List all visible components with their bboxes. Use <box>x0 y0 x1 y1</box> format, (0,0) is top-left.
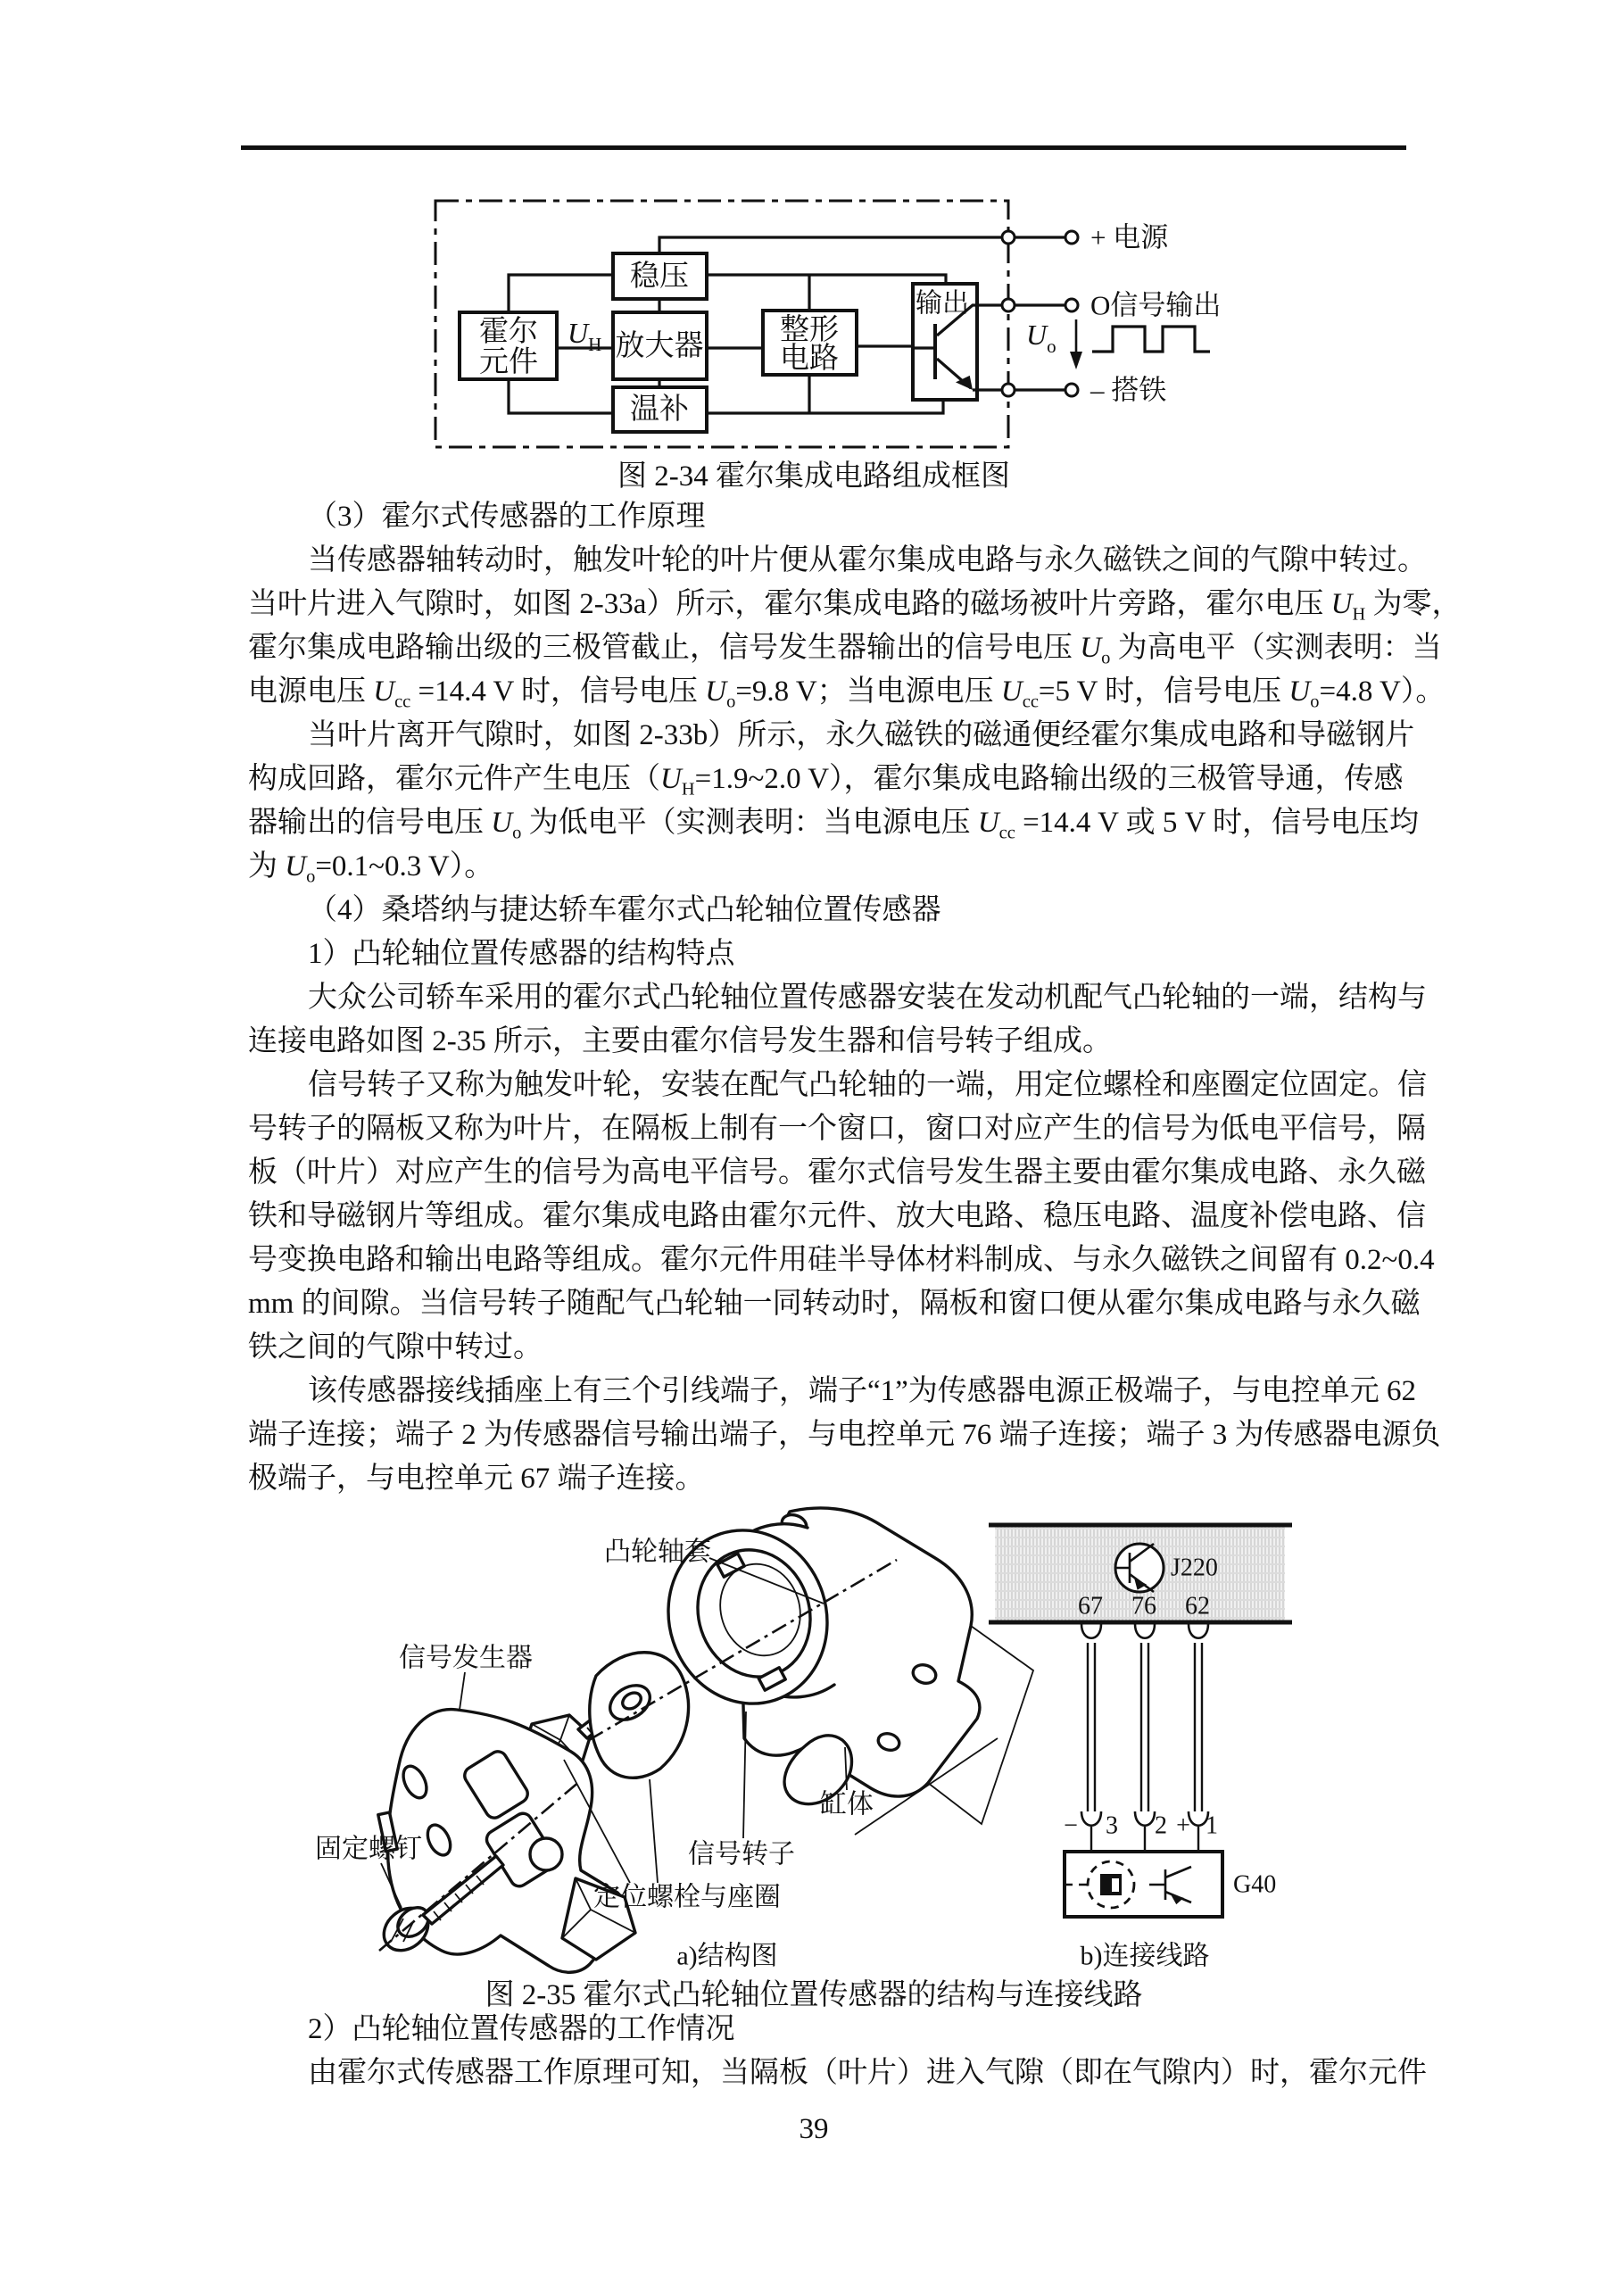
hall-voltage-label: $U_H$ <box>568 317 602 355</box>
text-line: 板（叶片）对应产生的信号为高电平信号。霍尔式信号发生器主要由霍尔集成电路、永久磁 <box>248 1156 1426 1189</box>
terminal-sign-plus: + <box>1176 1811 1190 1840</box>
sensor-label: G40 <box>1233 1870 1277 1899</box>
ecu-terminal-67: 67 <box>1078 1592 1103 1620</box>
terminal-sign-minus: − <box>1064 1811 1078 1840</box>
terminal-3: 3 <box>1106 1811 1118 1840</box>
terminal-label-power: + 电源 <box>1090 221 1169 253</box>
text-line: 当叶片进入气隙时，如图 2-33a）所示，霍尔集成电路的磁场被叶片旁路，霍尔电压 $U_H$ 为零， <box>248 588 1462 625</box>
seat-ring-drawing <box>590 1653 689 1778</box>
label-cylinder-block: 缸体 <box>820 1789 874 1819</box>
text-line: 2）凸轮轴位置传感器的工作情况 <box>308 2013 735 2045</box>
header-rule <box>241 145 1406 150</box>
text-line: 信号转子又称为触发叶轮，安装在配气凸轮轴的一端，用定位螺栓和座圈定位固定。信 <box>308 1069 1427 1101</box>
figure-2-34-caption: 图 2-34 霍尔集成电路组成框图 <box>617 460 1010 493</box>
text-line: （4）桑塔纳与捷达轿车霍尔式凸轮轴位置传感器 <box>308 894 941 926</box>
text-line: 为 $U_o=0.1\sim 0.3$ V）。 <box>248 850 494 887</box>
ecu-label: J220 <box>1171 1554 1218 1582</box>
square-wave-icon <box>1092 327 1210 352</box>
text-line: mm 的间隙。当信号转子随配气凸轮轴一同转动时，隔板和窗口便从霍尔集成电路与永久磁 <box>248 1288 1421 1320</box>
text-line: 由霍尔式传感器工作原理可知，当隔板（叶片）进入气隙（即在气隙内）时，霍尔元件 <box>308 2057 1427 2089</box>
label-signal-rotor: 信号转子 <box>688 1839 795 1869</box>
text-line: 该传感器接线插座上有三个引线端子，端子“1”为传感器电源正极端子，与电控单元 62 <box>308 1375 1417 1407</box>
label-fixing-screw: 固定螺钉 <box>315 1834 422 1864</box>
ecu-terminal-62: 62 <box>1185 1592 1210 1620</box>
sensor-box-g40 <box>1065 1852 1276 1917</box>
text-line: 当叶片离开气隙时，如图 2-33b）所示，永久磁铁的磁通便经霍尔集成电路和导磁钢片 <box>308 719 1415 751</box>
text-line: 霍尔集成电路输出级的三极管截止，信号发生器输出的信号电压 $U_o$ 为高电平（实测表明：当 <box>248 632 1442 668</box>
block-label-shaping-1: 整形 <box>780 314 839 346</box>
terminal-signal <box>1065 299 1078 311</box>
body-text <box>248 495 1462 1501</box>
wire-regulator-output <box>707 275 946 284</box>
block-label-regulator: 稳压 <box>630 261 689 293</box>
block-label-amplifier: 放大器 <box>615 330 704 362</box>
label-cam-sleeve: 凸轮轴套 <box>604 1537 711 1567</box>
body-text-bottom <box>248 2008 1427 2095</box>
ecu-box <box>989 1525 1292 1622</box>
node-ground <box>1002 384 1015 396</box>
text-line: 端子连接；端子 2 为传感器信号输出端子，与电控单元 76 端子连接；端子 3 为传感器电源负 <box>248 1419 1441 1451</box>
text-line: 铁之间的气隙中转过。 <box>248 1331 543 1364</box>
node-power <box>1002 231 1015 244</box>
text-line: （3）霍尔式传感器的工作原理 <box>308 501 706 533</box>
text-line: 当传感器轴转动时，触发叶轮的叶片便从霍尔集成电路与永久磁铁之间的气隙中转过。 <box>308 544 1427 576</box>
block-label-output: 输出 <box>916 288 969 319</box>
text-line: 电源电压 $U_{cc} =14.4$ V 时，信号电压 $U_o=9.8$ V；当电源电压 $U_{cc}=5$ V 时，信号电压 $U_o=4.8$ V）。 <box>248 676 1446 712</box>
wire-temp-output <box>707 400 943 413</box>
cam-position-sensor-figure <box>205 1508 1303 2008</box>
leader-seat-ring <box>650 1779 658 1883</box>
text-line: 极端子，与电控单元 67 端子连接。 <box>248 1463 705 1495</box>
block-label-shaping-2: 电路 <box>780 343 839 375</box>
wire-regulator-hall <box>509 275 613 312</box>
leader-signal-generator <box>460 1672 465 1710</box>
block-label-temp-comp: 温补 <box>630 394 689 426</box>
terminal-label-ground: – 搭铁 <box>1090 374 1167 406</box>
text-line: 连接电路如图 2-35 所示，主要由霍尔信号发生器和信号转子组成。 <box>248 1025 1112 1057</box>
text-line: 构成回路，霍尔元件产生电压（$U_H=1.9\sim 2.0$ V），霍尔集成电路输出级的三极管导通，传感 <box>248 763 1404 800</box>
hall-ic-block-diagram <box>393 187 1222 464</box>
block-label-hall-2: 元件 <box>479 346 538 378</box>
text-line: 大众公司轿车采用的霍尔式凸轮轴位置传感器安装在发动机配气凸轮轴的一端，结构与 <box>308 982 1427 1014</box>
page-number: 39 <box>799 2113 829 2145</box>
text-line: 号变换电路和输出电路等组成。霍尔元件用硅半导体材料制成、与永久磁铁之间留有 0.2~0.4 <box>248 1244 1435 1276</box>
ecu-terminal-76: 76 <box>1131 1592 1156 1620</box>
text-line: 号转子的隔板又称为叶片，在隔板上制有一个窗口，窗口对应产生的信号为低电平信号，隔 <box>248 1113 1426 1145</box>
sublabel-connection: b)连接线路 <box>1080 1941 1210 1971</box>
text-line: 1）凸轮轴位置传感器的结构特点 <box>308 938 735 970</box>
label-signal-generator: 信号发生器 <box>399 1643 533 1673</box>
terminal-label-signal: O信号输出 <box>1090 289 1222 321</box>
terminal-power <box>1065 231 1078 244</box>
text-line: 器输出的信号电压 $U_o$ 为低电平（实测表明：当电源电压 $U_{cc} =14.4$ V 或 5 V 时，信号电压均 <box>248 807 1420 843</box>
terminal-2: 2 <box>1155 1811 1167 1840</box>
sublabel-structure: a)结构图 <box>676 1941 778 1971</box>
label-positioning-bolt: 定位螺栓与座圈 <box>593 1882 781 1912</box>
figure-2-35-caption: 图 2-35 霍尔式凸轮轴位置传感器的结构与连接线路 <box>485 1979 1143 2011</box>
uo-arrowhead <box>1070 352 1082 369</box>
node-signal <box>1002 299 1015 311</box>
text-line: 铁和导磁钢片等组成。霍尔集成电路由霍尔元件、放大电路、稳压电路、温度补偿电路、信 <box>248 1200 1426 1232</box>
terminal-1: 1 <box>1206 1811 1218 1840</box>
block-label-hall-1: 霍尔 <box>479 316 538 348</box>
terminal-ground <box>1065 384 1078 396</box>
output-voltage-label: $U_o$ <box>1026 319 1056 357</box>
wire-hall-temp <box>509 379 613 413</box>
